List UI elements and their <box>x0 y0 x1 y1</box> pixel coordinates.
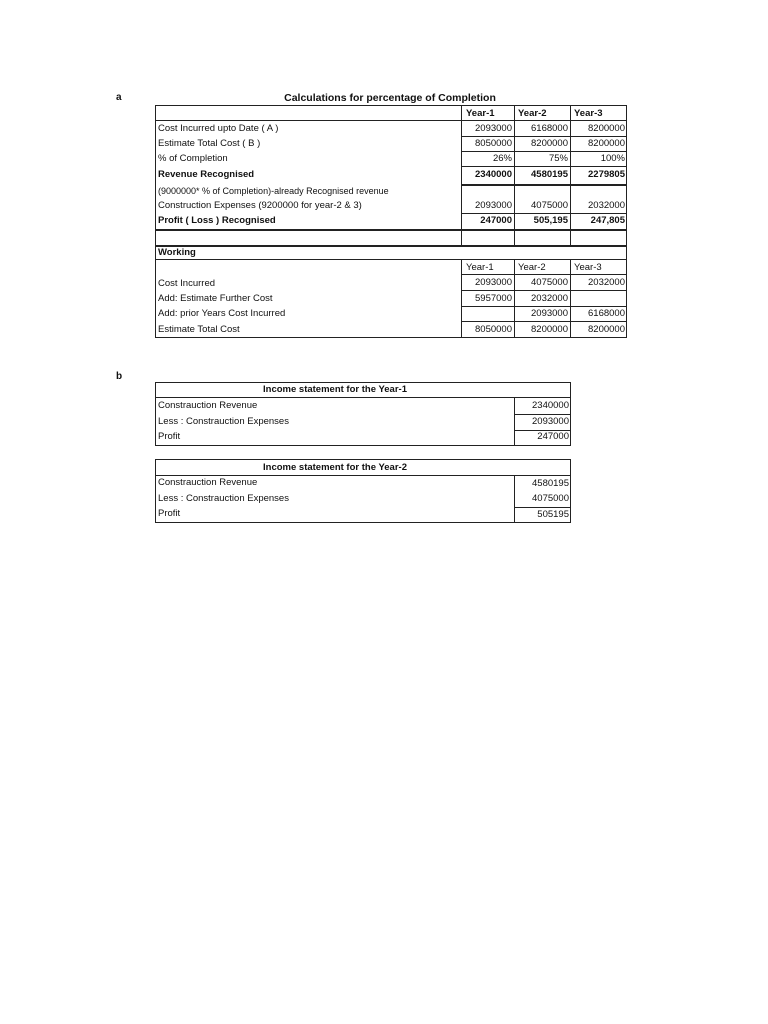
col-header-year-2: Year-2 <box>518 108 547 119</box>
statement-value: 4580195 <box>532 478 569 489</box>
working-cell-value: 2032000 <box>588 277 625 288</box>
cell-value: 2093000 <box>475 123 512 134</box>
cell-value: 4580195 <box>531 169 568 180</box>
working-row-label: Add: prior Years Cost Incurred <box>158 308 286 319</box>
row-label: Construction Expenses (9200000 for year-2 & 3) <box>158 200 362 211</box>
row-label: Revenue Recognised <box>158 169 255 180</box>
statement-row-label: Profit <box>158 431 181 442</box>
working-row-label: Estimate Total Cost <box>158 324 240 335</box>
cell-value: 75% <box>548 153 568 164</box>
statement-value: 505195 <box>537 509 569 520</box>
cell-value: 505,195 <box>533 215 568 226</box>
statement-value: 247000 <box>537 431 569 442</box>
statement-title: Income statement for the Year-2 <box>263 462 407 473</box>
statement-row-label: Constrauction Revenue <box>158 400 258 411</box>
statement-title: Income statement for the Year-1 <box>263 384 407 395</box>
working-col-header-year-2: Year-2 <box>518 262 546 273</box>
row-label: % of Completion <box>158 153 228 164</box>
working-cell-value: 4075000 <box>531 277 568 288</box>
working-cell-value: 6168000 <box>588 308 625 319</box>
cell-value: 2279805 <box>588 169 625 180</box>
row-label: Cost Incurred upto Date ( A ) <box>158 123 279 134</box>
cell-value: 2093000 <box>475 200 512 211</box>
working-row-label: Cost Incurred <box>158 278 216 289</box>
statement-row-label: Less : Constrauction Expenses <box>158 416 289 427</box>
working-cell-value: 2093000 <box>475 277 512 288</box>
cell-value: 8050000 <box>475 138 512 149</box>
row-label: Profit ( Loss ) Recognised <box>158 215 276 226</box>
working-cell-value: 8200000 <box>531 324 568 335</box>
working-cell-value: 2093000 <box>531 308 568 319</box>
statement-value: 2093000 <box>532 416 569 427</box>
section-b-letter: b <box>116 371 123 382</box>
cell-value: 8200000 <box>588 138 625 149</box>
cell-value: 8200000 <box>531 138 568 149</box>
cell-value: 6168000 <box>531 123 568 134</box>
col-header-year-1: Year-1 <box>466 108 495 119</box>
working-col-header-year-3: Year-3 <box>574 262 602 273</box>
row-label: (9000000* % of Completion)-already Recognised revenue <box>158 186 389 196</box>
col-header-year-3: Year-3 <box>574 108 603 119</box>
statement-row-label: Constrauction Revenue <box>158 477 258 488</box>
cell-value: 247000 <box>480 215 512 226</box>
cell-value: 100% <box>600 153 625 164</box>
working-col-header-year-1: Year-1 <box>466 262 494 273</box>
section-a-letter: a <box>116 92 122 103</box>
working-title: Working <box>158 247 196 258</box>
statement-value: 2340000 <box>532 400 569 411</box>
cell-value: 247,805 <box>590 215 625 226</box>
cell-value: 8200000 <box>588 123 625 134</box>
working-cell-value: 8050000 <box>475 324 512 335</box>
statement-row-label: Less : Constrauction Expenses <box>158 493 289 504</box>
cell-value: 2032000 <box>588 200 625 211</box>
working-cell-value: 8200000 <box>588 324 625 335</box>
cell-value: 2340000 <box>475 169 512 180</box>
working-cell-value: 5957000 <box>475 293 512 304</box>
cell-value: 4075000 <box>531 200 568 211</box>
cell-value: 26% <box>492 153 512 164</box>
calc-table-title: Calculations for percentage of Completion <box>284 92 496 104</box>
working-row-label: Add: Estimate Further Cost <box>158 293 273 304</box>
working-cell-value: 2032000 <box>531 293 568 304</box>
statement-row-label: Profit <box>158 508 181 519</box>
statement-value: 4075000 <box>532 493 569 504</box>
row-label: Estimate Total Cost ( B ) <box>158 138 261 149</box>
